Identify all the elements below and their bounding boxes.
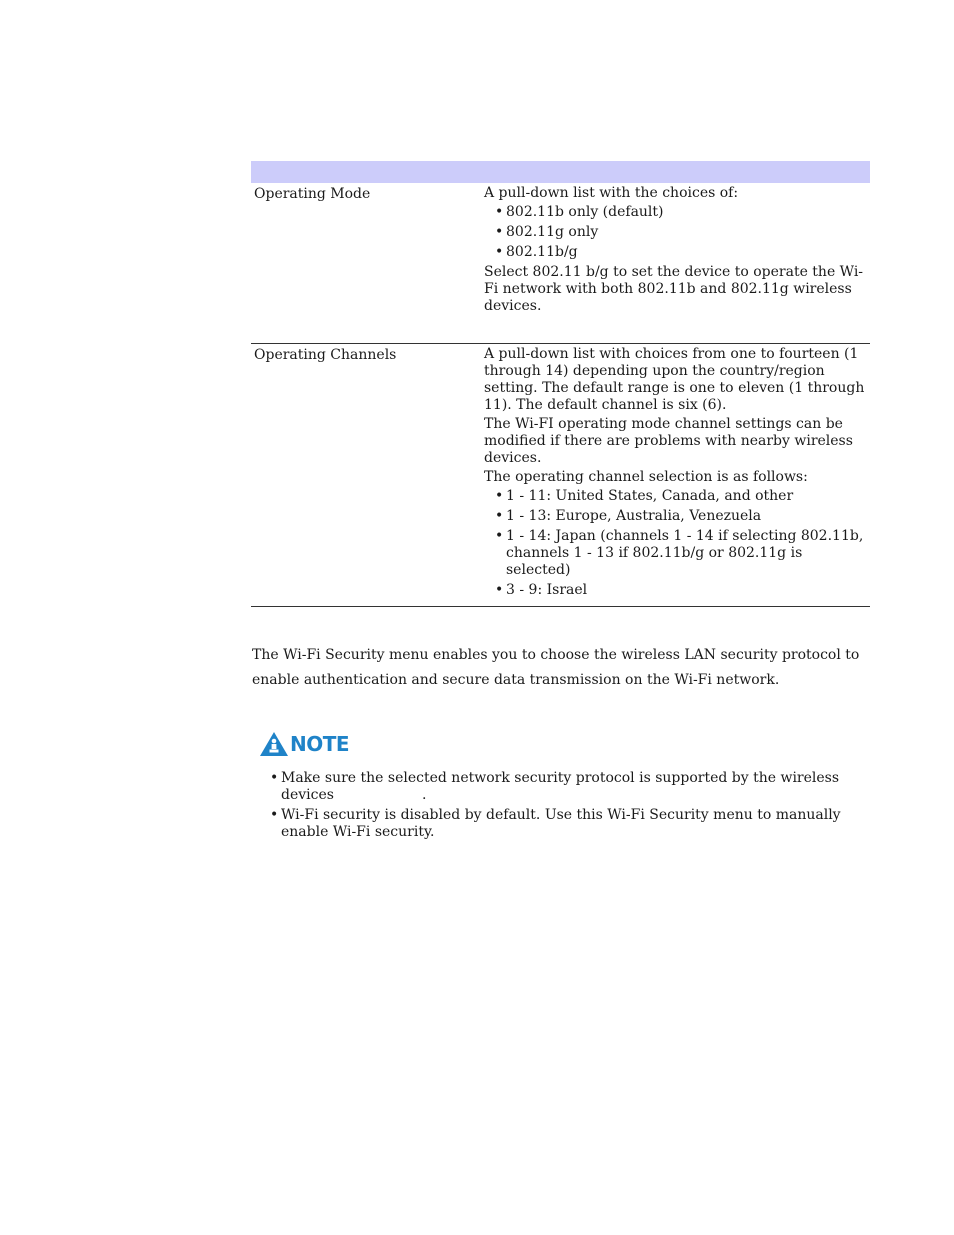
- note-title: NOTE: [290, 732, 350, 756]
- note-heading: [259, 731, 349, 757]
- note-list: [268, 770, 868, 844]
- param-description-cell: [481, 183, 870, 343]
- parameter-table: [251, 161, 870, 607]
- list-item: • 802.11b only (default): [484, 204, 866, 221]
- list-item: • Wi-Fi security is disabled by default. Use this Wi-Fi Security menu to manually enable Wi-Fi security.: [268, 807, 868, 841]
- param-description-cell: [481, 344, 870, 606]
- note-text: Make sure the selected network security protocol is supported by the wireless devices: [281, 770, 840, 803]
- table-row: [251, 344, 870, 607]
- list-item: • 802.11g only: [484, 224, 866, 241]
- list-item: • 1 - 11: United States, Canada, and other: [484, 488, 866, 505]
- security-intro-paragraph: The Wi-Fi Security menu enables you to choose the wireless LAN security protocol to enable authentication and secure data transmission on the Wi-Fi network.: [252, 647, 860, 688]
- list-item: • 802.11b/g: [484, 244, 866, 261]
- note-text-end: .: [421, 787, 427, 803]
- list-item: [268, 770, 868, 804]
- list-item: • 1 - 13: Europe, Australia, Venezuela: [484, 508, 866, 525]
- list-item: • 3 - 9: Israel: [484, 582, 866, 599]
- mode-options-list: [484, 204, 866, 261]
- description-text: Select 802.11 b/g to set the device to operate the Wi-Fi network with both 802.11b and 802.11g wireless devices.: [484, 264, 864, 314]
- table-header: [251, 161, 870, 183]
- table-row: [251, 183, 870, 344]
- warning-triangle-icon: [259, 731, 289, 757]
- description-text: The Wi-FI operating mode channel settings can be modified if there are problems with nearby wireless devices.: [484, 416, 853, 466]
- description-text: A pull-down list with the choices of:: [484, 185, 739, 201]
- description-text: The operating channel selection is as follows:: [484, 469, 808, 485]
- list-item: • 1 - 14: Japan (channels 1 - 14 if selecting 802.11b, channels 1 - 13 if 802.11b/g or 802.11g is selected): [484, 528, 866, 579]
- channel-list: [484, 488, 866, 599]
- description-text: A pull-down list with choices from one to fourteen (1 through 14) depending upon the country/region setting. The default range is one to eleven (1 through 11). The default channel is six (6).: [484, 346, 865, 413]
- param-name-cell: Operating Channels: [254, 347, 397, 363]
- param-name-cell: Operating Mode: [254, 186, 371, 202]
